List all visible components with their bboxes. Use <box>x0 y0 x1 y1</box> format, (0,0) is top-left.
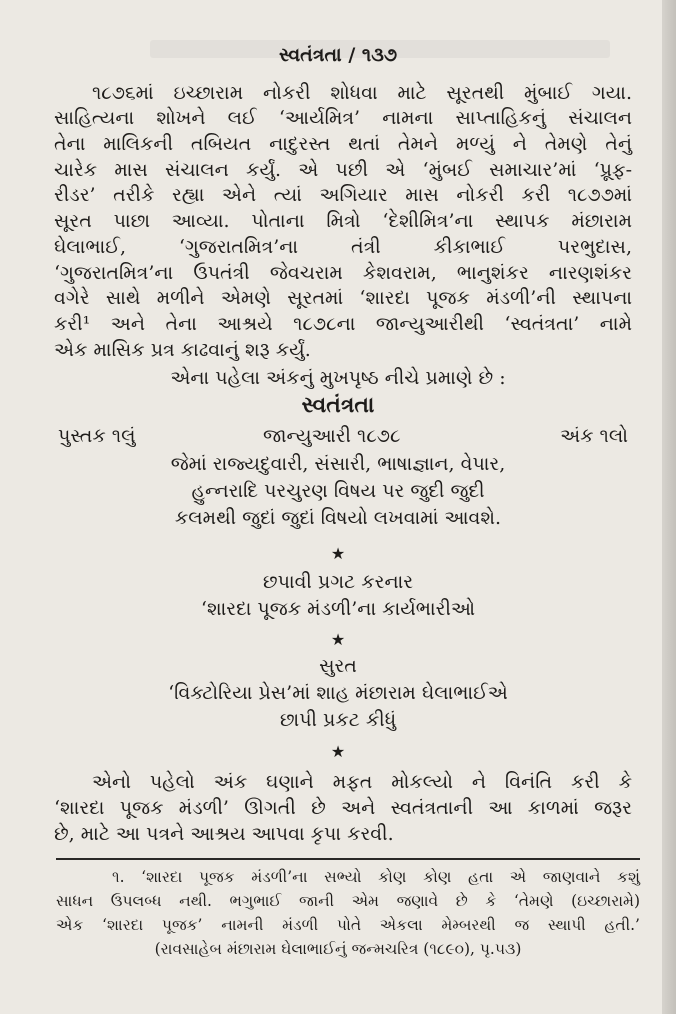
footnote-rule <box>56 858 640 860</box>
cover-issue: અંક ૧લો <box>560 425 628 447</box>
cover-publisher: ‘શારદા પૂજક મંડળી’ના કાર્યભારીઓ <box>200 598 476 620</box>
paragraph-line: વગેરે સાથે મળીને એમણે સૂરતમાં ‘શારદા પૂજક મંડળી’ની સ્થાપના <box>54 287 632 309</box>
cover-book: પુસ્તક ૧લું <box>58 425 136 447</box>
paragraph-line: ઘેલાભાઈ, ‘ગુજરાતમિત્ર’ના તંત્રી કીકાભાઈ પરભુદાસ, <box>54 236 632 258</box>
cover-desc-line: કલમથી જુદાં જુદાં વિષયો લખવામાં આવશે. <box>174 507 502 529</box>
cover-press: છાપી પ્રકટ કીધું <box>279 709 397 731</box>
running-header: સ્વતંત્રતા / ૧૩૭ <box>278 44 398 66</box>
star-divider: ★ <box>330 742 346 761</box>
footnote-line: ૧. ‘શારદા પૂજક મંડળી’ના સભ્યો કોણ કોણ હતા એ જાણવાને કશું <box>112 868 640 886</box>
paragraph-line: ‘શારદા પૂજક મંડળી’ ઊગતી છે અને સ્વતંત્રતાની આ કાળમાં જરૂર <box>54 797 632 819</box>
paragraph-line: ચારેક માસ સંચાલન કર્યું. એ પછી એ ‘મુંબઈ સમાચાર’માં ‘પ્રૂફ- <box>54 159 632 181</box>
paragraph-line: ‘ગુજરાતમિત્ર’ના ઉપતંત્રી જેવચરામ કેશવરામ, ભાનુશંકર નારણશંકર <box>54 262 632 284</box>
footnote-line: સાધન ઉપલબ્ધ નથી. ભગુભાઈ જાની એમ જણાવે છે કે ‘તેમણે (ઇચ્છારામે) <box>56 892 640 910</box>
paragraph-line: સાહિત્યના શોખને લઈ ‘આર્યમિત્ર’ નામના સાપ્તાહિકનું સંચાલન <box>54 107 632 129</box>
paragraph-line: ૧૮૭૬માં ઇચ્છારામ નોકરી શોધવા માટે સૂરતથી મુંબાઈ ગયા. <box>92 82 632 104</box>
cover-intro: એના પહેલા અંકનું મુખપૃષ્ઠ નીચે પ્રમાણે છે : <box>170 367 506 389</box>
paragraph-line: છે, માટે આ પત્રને આશ્રય આપવા કૃપા કરવી. <box>54 823 394 845</box>
star-divider: ★ <box>330 544 346 563</box>
paragraph-line: એનો પહેલો અંક ઘણાને મફત મોકલ્યો ને વિનંતિ કરી કે <box>92 771 632 793</box>
cover-desc-line: જેમાં રાજ્યદુવારી, સંસારી, ભાષાજ્ઞાન, વેપાર, <box>170 453 506 475</box>
star-divider: ★ <box>330 630 346 649</box>
paragraph-line: કરી¹ અને તેના આશ્રયે ૧૮૭૮ના જાન્યુઆરીથી ‘સ્વતંત્રતા’ નામે <box>54 313 632 335</box>
cover-publisher-label: છપાવી પ્રગટ કરનાર <box>262 571 414 593</box>
paragraph-line: એક માસિક પ્રત્ર કાઢવાનું શરૂ કર્યું. <box>54 339 311 361</box>
paragraph-line: તેના માલિકની તબિયત નાદુરસ્ત થતાં તેમને મળ્યું ને તેમણે તેનું <box>54 133 632 155</box>
cover-city: સુરત <box>319 655 357 677</box>
paragraph-line: રીડર’ તરીકે રહ્યા એને ત્યાં અગિયાર માસ નોકરી કરી ૧૮૭૭માં <box>54 184 632 206</box>
footnote-line: (રાવસાહેબ મંછારામ ઘેલાભાઈનું જન્મચરિત્ર (૧૮૯૦), પૃ.૫૩) <box>154 940 522 958</box>
paragraph-line: સૂરત પાછા આવ્યા. પોતાના મિત્રો ‘દેશીમિત્ર’ના સ્થાપક મંછારામ <box>54 210 632 232</box>
cover-date: જાન્યુઆરી ૧૮૭૮ <box>263 425 401 447</box>
footnote-line: એક ‘શારદા પૂજક’ નામની મંડળી પોતે એકલા મેમ્બરથી જ સ્થાપી હતી.’ <box>56 916 640 934</box>
cover-desc-line: હુન્નરાદિ પરચુરણ વિષય પર જુદી જુદી <box>191 480 485 502</box>
cover-press: ‘વિક્ટોરિયા પ્રેસ’માં શાહ મંછારામ ઘેલાભાઈએ <box>168 682 508 704</box>
cover-title: સ્વતંત્રતા <box>301 392 375 418</box>
